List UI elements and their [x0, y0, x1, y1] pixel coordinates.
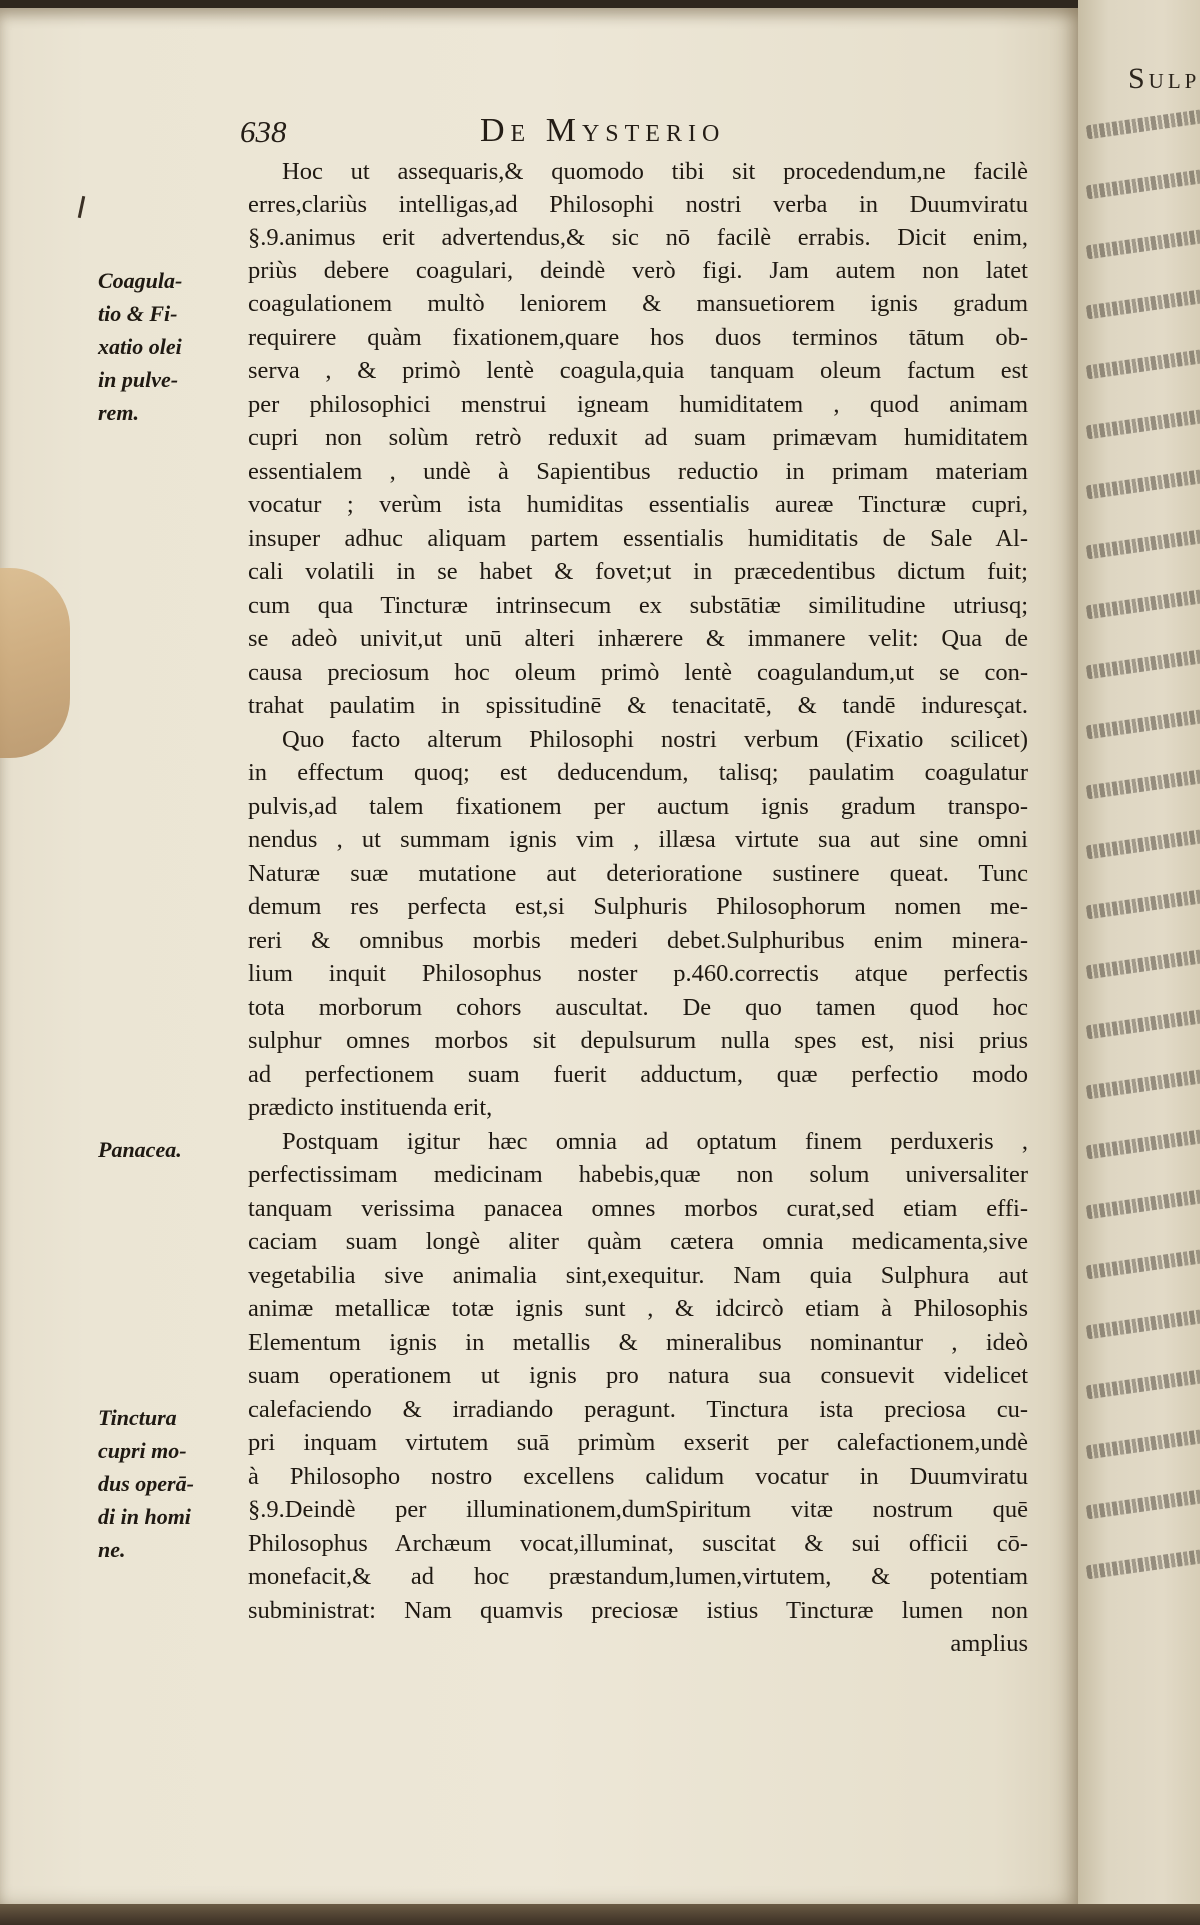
body-line: Quo facto alterum Philosophi nostri verbum (Fixatio scilicet)	[282, 726, 1028, 753]
facing-page-edge	[1078, 0, 1200, 1910]
margin-note-line: ne.	[98, 1537, 126, 1562]
body-line: serva , & primò lentè coagula,quia tanquam oleum factum est	[248, 357, 1028, 384]
body-line: monefacit,& ad hoc præstandum,lumen,virtutem, & potentiam	[248, 1563, 1028, 1590]
body-line: insuper adhuc aliquam partem essentialis humiditatis de Sale Al-	[248, 525, 1028, 552]
margin-note-tinctura	[98, 1401, 248, 1566]
margin-note-line: xatio olei	[98, 334, 182, 359]
body-line: in effectum quoq; est deducendum, talisq; paulatim coagulatur	[248, 759, 1028, 786]
body-line: Hoc ut assequaris,& quomodo tibi sit procedendum,ne facilè	[282, 158, 1028, 185]
body-line: perfectissimam medicinam habebis,quæ non solum universaliter	[248, 1161, 1028, 1188]
facing-text-smudge	[1086, 345, 1200, 380]
body-line: se adeò univit,ut unū alteri inhærere & immanere velit: Qua de	[248, 625, 1028, 652]
facing-text-smudge	[1086, 765, 1200, 800]
facing-text-smudge	[1086, 465, 1200, 500]
margin-note-line: dus operā-	[98, 1471, 194, 1496]
body-line: Naturæ suæ mutatione aut deterioratione sustinere queat. Tunc	[248, 860, 1028, 887]
body-line: §.9.Deindè per illuminationem,dumSpiritum vitæ nostrum quē	[248, 1496, 1028, 1523]
facing-text-smudge	[1086, 705, 1200, 740]
facing-text-smudge	[1086, 1005, 1200, 1040]
body-line: coagulationem multò leniorem & mansuetiorem ignis gradum	[248, 290, 1028, 317]
facing-page-header: Sulp	[1128, 62, 1200, 95]
body-line: essentialem , undè à Sapientibus reductio in primam materiam	[248, 458, 1028, 485]
body-line: à Philosopho nostro excellens calidum vocatur in Duumviratu	[248, 1463, 1028, 1490]
body-line: animæ metallicæ totæ ignis sunt , & idcircò etiam à Philosophis	[248, 1295, 1028, 1322]
body-line: nendus , ut summam ignis vim , illæsa virtute sua aut sine omni	[248, 826, 1028, 853]
facing-text-smudge	[1086, 585, 1200, 620]
facing-text-smudge	[1086, 1485, 1200, 1520]
margin-note-coagulatio	[98, 264, 248, 429]
facing-text-smudge	[1086, 1305, 1200, 1340]
body-line: pri inquam virtutem suā primùm exserit per calefactionem,undè	[248, 1429, 1028, 1456]
facing-text-smudge	[1086, 285, 1200, 320]
bookmark-ribbon	[0, 568, 70, 758]
body-line: caciam suam longè aliter quàm cætera omnia medicamenta,sive	[248, 1228, 1028, 1255]
margin-note-line: di in homi	[98, 1504, 191, 1529]
margin-note-panacea	[98, 1133, 248, 1166]
body-line: tanquam verissima panacea omnes morbos curat,sed etiam effi-	[248, 1195, 1028, 1222]
body-line: §.9.animus erit advertendus,& sic nō facilè errabis. Dicit enim,	[248, 224, 1028, 251]
body-line: reri & omnibus morbis mederi debet.Sulphuribus enim minera-	[248, 927, 1028, 954]
body-line: per philosophici menstrui igneam humiditatem , quod animam	[248, 391, 1028, 418]
facing-text-smudge	[1086, 1365, 1200, 1400]
facing-text-smudge	[1086, 645, 1200, 680]
margin-note-line: rem.	[98, 400, 139, 425]
body-line: tota morborum cohors auscultat. De quo tamen quod hoc	[248, 994, 1028, 1021]
facing-text-smudge	[1086, 1065, 1200, 1100]
margin-tick-mark	[78, 196, 86, 218]
body-line: cali volatili in se habet & fovet;ut in præcedentibus dictum fuit;	[248, 558, 1028, 585]
facing-text-smudge	[1086, 105, 1200, 140]
body-line: cupri non solùm retrò reduxit ad suam primævam humiditatem	[248, 424, 1028, 451]
facing-text-smudge	[1086, 165, 1200, 200]
body-line: demum res perfecta est,si Sulphuris Philosophorum nomen me-	[248, 893, 1028, 920]
body-line: Elementum ignis in metallis & mineralibus nominantur , ideò	[248, 1329, 1028, 1356]
body-line: causa preciosum hoc oleum primò lentè coagulandum,ut se con-	[248, 659, 1028, 686]
body-line: vocatur ; verùm ista humiditas essentialis aureæ Tincturæ cupri,	[248, 491, 1028, 518]
margin-note-line: in pulve-	[98, 367, 179, 392]
body-line: Postquam igitur hæc omnia ad optatum finem perduxeris ,	[282, 1128, 1028, 1155]
margin-note-line: Panacea.	[98, 1137, 182, 1162]
catchword: amplius	[950, 1630, 1028, 1657]
facing-text-smudge	[1086, 1545, 1200, 1580]
body-line: erres,clariùs intelligas,ad Philosophi nostri verba in Duumviratu	[248, 191, 1028, 218]
page-number: 638	[240, 114, 287, 149]
margin-note-line: Tinctura	[98, 1405, 177, 1430]
running-title: De Mysterio	[480, 112, 726, 149]
facing-text-smudge	[1086, 225, 1200, 260]
body-line: pulvis,ad talem fixationem per auctum ignis gradum transpo-	[248, 793, 1028, 820]
body-line: vegetabilia sive animalia sint,exequitur. Nam quia Sulphura aut	[248, 1262, 1028, 1289]
facing-text-smudge	[1086, 1185, 1200, 1220]
body-line: Philosophus Archæum vocat,illuminat, suscitat & sui officii cō-	[248, 1530, 1028, 1557]
left-page	[0, 8, 1080, 1906]
body-line: suam operationem ut ignis pro natura sua consuevit videlicet	[248, 1362, 1028, 1389]
body-line: requirere quàm fixationem,quare hos duos terminos tātum ob-	[248, 324, 1028, 351]
page-header	[240, 108, 1040, 158]
facing-text-smudge	[1086, 405, 1200, 440]
body-line: prædicto instituenda erit,	[248, 1094, 493, 1121]
facing-text-smudge	[1086, 945, 1200, 980]
book-bottom-edge	[0, 1904, 1200, 1925]
body-line: lium inquit Philosophus noster p.460.correctis atque perfectis	[248, 960, 1028, 987]
body-line: subministrat: Nam quamvis preciosæ istius Tincturæ lumen non	[248, 1597, 1028, 1624]
facing-text-smudge	[1086, 825, 1200, 860]
margin-note-line: tio & Fi-	[98, 301, 178, 326]
facing-text-smudge	[1086, 885, 1200, 920]
body-line: calefaciendo & irradiando peragunt. Tinctura ista preciosa cu-	[248, 1396, 1028, 1423]
facing-text-smudge	[1086, 525, 1200, 560]
body-line: sulphur omnes morbos sit depulsurum nulla spes est, nisi prius	[248, 1027, 1028, 1054]
facing-text-smudge	[1086, 1125, 1200, 1160]
body-line: priùs debere coagulari, deindè verò figi. Jam autem non latet	[248, 257, 1028, 284]
facing-text-smudge	[1086, 1245, 1200, 1280]
body-line: ad perfectionem suam fuerit adductum, quæ perfectio modo	[248, 1061, 1028, 1088]
body-line: cum qua Tincturæ intrinsecum ex substātiæ similitudine utriusq;	[248, 592, 1028, 619]
margin-note-line: cupri mo-	[98, 1438, 187, 1463]
margin-note-line: Coagula-	[98, 268, 183, 293]
facing-text-smudge	[1086, 1425, 1200, 1460]
body-line: trahat paulatim in spissitudinē & tenacitatē, & tandē induresçat.	[248, 692, 1028, 719]
